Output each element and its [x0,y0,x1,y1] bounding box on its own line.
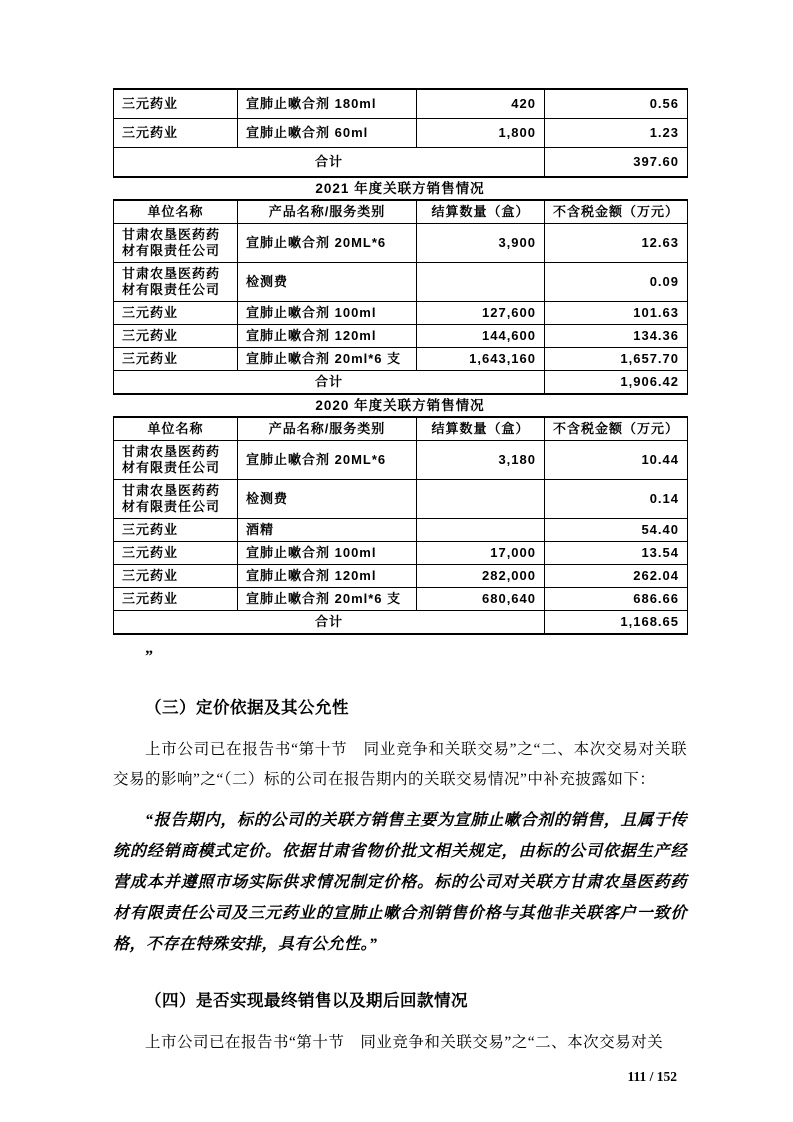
cell-product: 检测费 [238,480,417,519]
cell-product: 宣肺止嗽合剂 60ml [238,119,417,148]
cell-unit: 甘肃农垦医药药材有限责任公司 [114,441,238,480]
total-row [114,611,688,635]
table-row [114,480,688,519]
header-row [114,200,688,224]
cell-qty: 3,180 [417,441,545,480]
cell-unit: 三元药业 [114,519,238,542]
cell-qty [417,263,545,302]
cell-amount: 13.54 [545,542,688,565]
cell-qty: 17,000 [417,542,545,565]
header-unit: 单位名称 [114,200,238,224]
cell-total-label: 合计 [114,611,545,635]
header-product: 产品名称/服务类别 [238,200,417,224]
cell-unit: 三元药业 [114,565,238,588]
header-amount: 不含税金额（万元） [545,200,688,224]
cell-unit: 三元药业 [114,302,238,325]
cell-product: 宣肺止嗽合剂 120ml [238,325,417,348]
cell-qty: 1,800 [417,119,545,148]
cell-total-amount: 1,906.42 [545,371,688,395]
sales-table-2020 [113,416,688,635]
table-row [114,588,688,611]
cell-product: 宣肺止嗽合剂 20ML*6 [238,441,417,480]
header-product: 产品名称/服务类别 [238,417,417,441]
cell-amount: 1,657.70 [545,348,688,371]
table-row [114,565,688,588]
cell-product: 宣肺止嗽合剂 20ML*6 [238,224,417,263]
sales-table-prev-year-continued [113,88,688,178]
header-row [114,417,688,441]
table-row [114,119,688,148]
paragraph: 上市公司已在报告书“第十节 同业竞争和关联交易”之“二、本次交易对关 [145,1034,664,1051]
cell-product: 宣肺止嗽合剂 180ml [238,89,417,119]
cell-product: 酒精 [238,519,417,542]
cell-total-amount: 1,168.65 [545,611,688,635]
cell-unit: 甘肃农垦医药药材有限责任公司 [114,224,238,263]
header-qty: 结算数量（盒） [417,200,545,224]
cell-product: 宣肺止嗽合剂 100ml [238,302,417,325]
cell-qty: 1,643,160 [417,348,545,371]
header-unit: 单位名称 [114,417,238,441]
cell-qty: 420 [417,89,545,119]
table-row [114,89,688,119]
cell-unit: 三元药业 [114,325,238,348]
cell-product: 宣肺止嗽合剂 100ml [238,542,417,565]
cell-amount: 0.09 [545,263,688,302]
cell-qty: 282,000 [417,565,545,588]
cell-unit: 三元药业 [114,542,238,565]
quote-paragraph: “报告期内，标的公司的关联方销售主要为宣肺止嗽合剂的销售，且属于传统的经销商模式定价。依据甘肃省物价批文相关规定，由标的公司依据生产经营成本并遵照市场实际供求情况制定价格。标的公司对关联方甘肃农垦医药药材有限责任公司及三元药业的宣肺止嗽合剂销售价格与其他非关联客户一致价格，不存在特殊安排，具有公允性。” [113,812,687,953]
page-number: 111 / 152 [627,1069,677,1084]
cell-amount: 262.04 [545,565,688,588]
cell-unit: 三元药业 [114,119,238,148]
cell-qty: 144,600 [417,325,545,348]
table-row [114,302,688,325]
cell-unit: 甘肃农垦医药药材有限责任公司 [114,263,238,302]
table-row [114,348,688,371]
table-title-2021: 2021 年度关联方销售情况 [315,181,485,196]
cell-product: 宣肺止嗽合剂 20ml*6 支 [238,348,417,371]
table-title-2020: 2020 年度关联方销售情况 [315,398,485,413]
cell-amount: 12.63 [545,224,688,263]
sales-table-2021 [113,199,688,395]
cell-amount: 54.40 [545,519,688,542]
cell-product: 检测费 [238,263,417,302]
cell-unit: 三元药业 [114,348,238,371]
cell-qty: 680,640 [417,588,545,611]
cell-amount: 1.23 [545,119,688,148]
cell-product: 宣肺止嗽合剂 20ml*6 支 [238,588,417,611]
header-amount: 不含税金额（万元） [545,417,688,441]
table-row [114,325,688,348]
cell-total-label: 合计 [114,148,545,178]
cell-amount: 10.44 [545,441,688,480]
cell-amount: 134.36 [545,325,688,348]
paragraph: 上市公司已在报告书“第十节 同业竞争和关联交易”之“二、本次交易对关联交易的影响”之“（二）标的公司在报告期内的关联交易情况”中补充披露如下： [113,741,687,788]
table-row [114,519,688,542]
cell-unit: 甘肃农垦医药药材有限责任公司 [114,480,238,519]
cell-unit: 三元药业 [114,89,238,119]
cell-qty: 127,600 [417,302,545,325]
cell-amount: 686.66 [545,588,688,611]
cell-amount: 0.14 [545,480,688,519]
total-row [114,148,688,178]
cell-qty [417,519,545,542]
section-heading-final-sales: （四）是否实现最终销售以及期后回款情况 [145,991,468,1010]
header-qty: 结算数量（盒） [417,417,545,441]
cell-total-amount: 397.60 [545,148,688,178]
section-heading-pricing-basis: （三）定价依据及其公允性 [145,698,349,717]
cell-product: 宣肺止嗽合剂 120ml [238,565,417,588]
closing-quote-mark: ” [145,648,153,665]
cell-qty [417,480,545,519]
table-row [114,542,688,565]
table-row [114,263,688,302]
cell-total-label: 合计 [114,371,545,395]
cell-amount: 0.56 [545,89,688,119]
table-row [114,441,688,480]
cell-unit: 三元药业 [114,588,238,611]
total-row [114,371,688,395]
cell-amount: 101.63 [545,302,688,325]
cell-qty: 3,900 [417,224,545,263]
table-row [114,224,688,263]
